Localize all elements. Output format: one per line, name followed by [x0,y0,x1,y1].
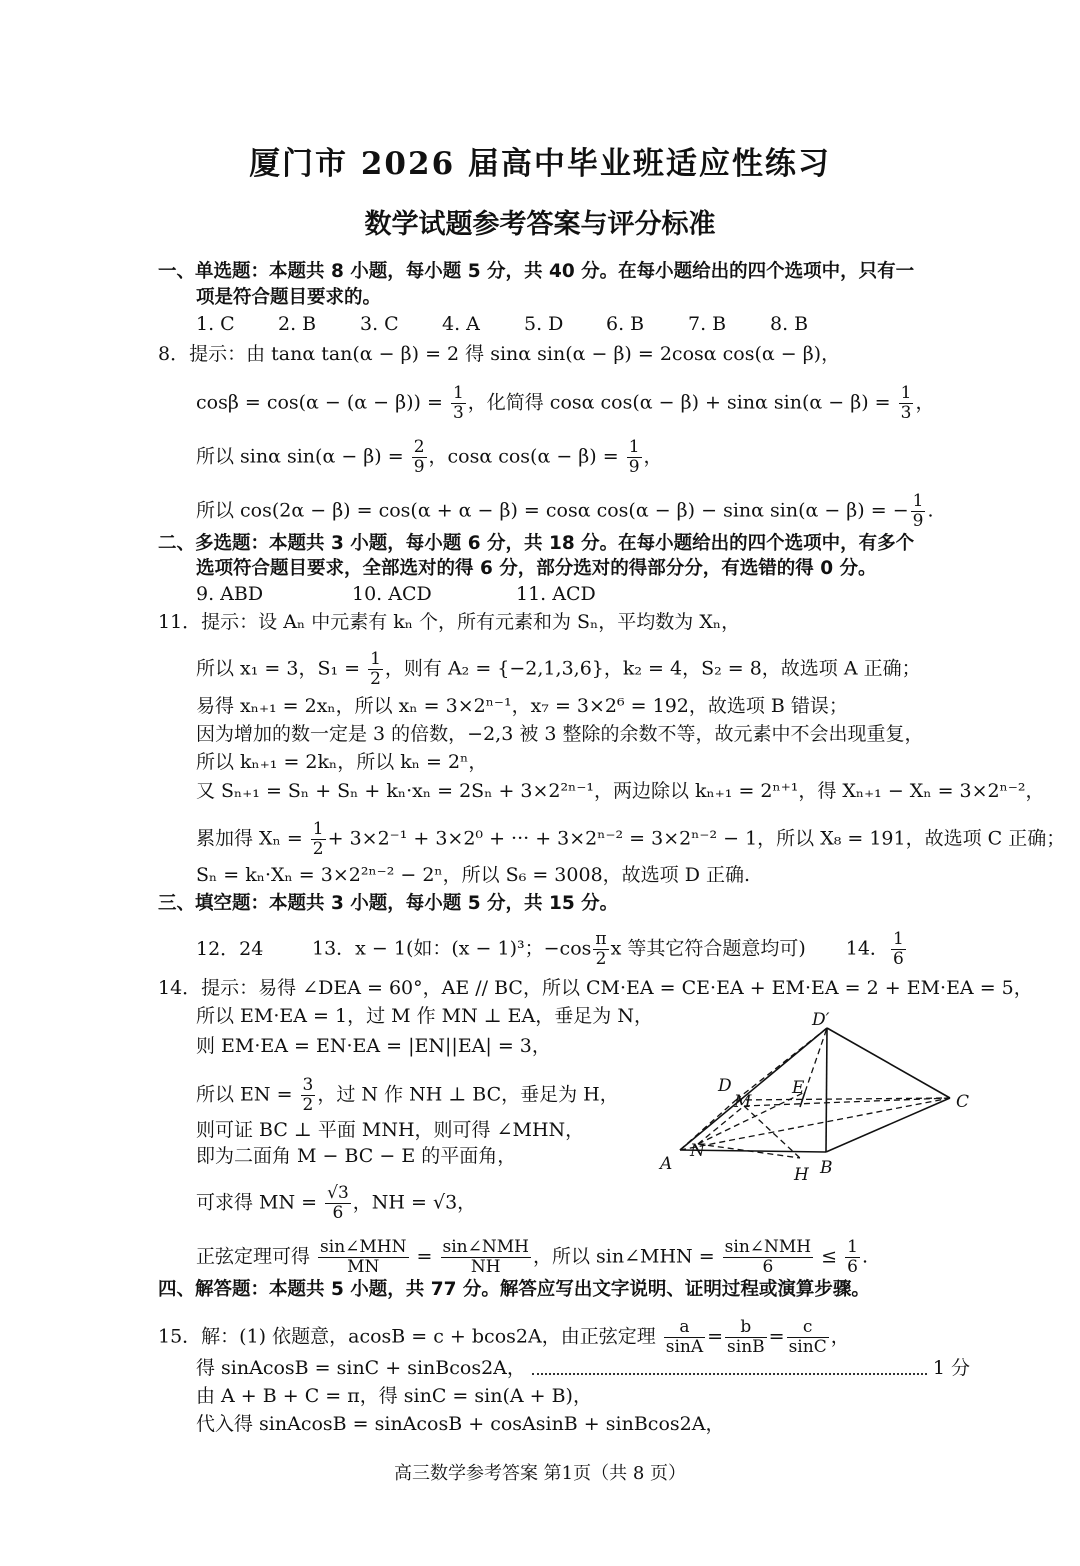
section1-answers [196,312,808,336]
fraction [891,930,906,969]
fraction [368,650,383,689]
answer-8: 8. B [770,313,809,335]
answer-13: 13．x − 1(如：(x − 1)³；−cos [312,937,592,960]
denominator: 6 [847,1257,858,1277]
fraction [723,1238,813,1277]
fraction [664,1318,705,1357]
denominator: 2 [312,839,324,859]
fraction [911,492,926,531]
numerator: c [787,1318,829,1338]
section1-heading: 一、单选题：本题共 8 小题，每小题 5 分，共 40 分。在每小题给出的四个选项中，只有一 [158,261,915,282]
denominator: 2 [595,949,607,969]
q14-text: ，NH = √3， [352,1191,477,1214]
q11-line2 [196,650,921,689]
section1-heading-cont: 项是符合题目要求的。 [196,287,382,308]
label-a: A [660,1154,673,1174]
label-b: B [820,1158,833,1178]
q14-text: 所以 EN = [196,1083,299,1106]
denominator: NH [470,1257,501,1277]
q14-text: = [410,1245,439,1268]
q11-line8: Sₙ = kₙ·Xₙ = 3×2²ⁿ⁻² − 2ⁿ，所以 S₆ = 3008，故选项 D 正确. [196,864,751,886]
q15-equals: = [768,1325,785,1348]
edge-d1-b [826,1028,827,1152]
q8-text: ，cosα cos(α − β) = [428,445,625,468]
q8-text: cosβ = cos(α − (α − β)) = [196,391,449,414]
numerator: 2 [413,437,425,457]
section4-heading: 四、解答题：本题共 5 小题，共 77 分。解答应写出文字说明、证明过程或演算步骤。 [158,1279,870,1300]
answer-9: 9. ABD [196,583,264,605]
fraction [451,384,466,423]
q11-text: ，则有 A₂ = {−2,1,3,6}，k₂ = 4，S₂ = 8，故选项 A 正确； [384,657,921,680]
fraction [318,1238,408,1277]
q14-text: 可求得 MN = [196,1191,324,1214]
score-label: 1 分 [932,1357,971,1379]
document-title: 厦门市 2026 届高中毕业班适应性练习 [249,146,831,182]
q14-text: ，过 N 作 NH ⊥ BC，垂足为 H， [317,1083,619,1106]
answer-12: 12．24 [196,937,264,960]
q15-text: 得 sinAcosB = sinC + sinBcos2A， [196,1357,526,1379]
q11-text: + 3×2⁻¹ + 3×2⁰ + ··· + 3×2ⁿ⁻² = 3×2ⁿ⁻² − 1，所以 X₈ = 191，故选项 C 正确； [327,827,1066,850]
q11-line7 [196,820,1065,859]
denominator: 9 [413,457,425,477]
fraction [412,438,427,477]
answer-7: 7. B [688,313,727,335]
q8-line1: 8．提示：由 tanα tan(α − β) = 2 得 sinα sin(α − β) = 2cosα cos(α − β)， [158,343,841,365]
edge-a-c [680,1098,950,1150]
numerator: 1 [312,819,324,839]
q11-line3: 易得 xₙ₊₁ = 2xₙ，所以 xₙ = 3×2ⁿ⁻¹，x₇ = 3×2⁶ = 192，故选项 B 错误； [196,695,848,717]
denominator: 9 [912,511,924,531]
q11-line6: 又 Sₙ₊₁ = Sₙ + Sₙ + kₙ·xₙ = 2Sₙ + 3×2²ⁿ⁻¹，两边除以 kₙ₊₁ = 2ⁿ⁺¹，得 Xₙ₊₁ − Xₙ = 3×2ⁿ⁻²， [196,780,1045,802]
numerator: 1 [628,437,640,457]
label-e: E [792,1078,805,1098]
fraction [441,1238,531,1277]
q11-line4: 因为增加的数一定是 3 的倍数，−2,3 被 3 整除的余数不等，故元素中不会出现重复， [196,723,924,745]
denominator: sinA [665,1337,704,1357]
q8-line2 [196,384,934,423]
denominator: 3 [452,403,464,423]
q14-line8 [196,1238,868,1277]
q15-line1 [158,1318,850,1357]
edge-d1-c [827,1028,950,1098]
q8-text: 所以 sinα sin(α − β) = [196,445,410,468]
label-d-prime: D′ [812,1010,830,1030]
label-h: H [794,1165,809,1185]
answer-11: 11. ACD [516,583,596,605]
denominator: 2 [370,669,381,689]
denominator: 9 [628,457,640,477]
section3-heading: 三、填空题：本题共 3 小题，每小题 5 分，共 15 分。 [158,893,619,914]
denominator: 6 [892,949,904,969]
numerator: b [725,1318,767,1338]
dot-leader [532,1373,927,1375]
q14-line1: 14．提示：易得 ∠DEA = 60°，AE // BC，所以 CM·EA = CE·EA + EM·EA = 2 + EM·EA = 5， [158,977,1033,999]
denominator: MN [347,1257,380,1277]
answer-10: 10. ACD [352,583,432,605]
numerator: sin∠NMH [724,1237,812,1257]
edge-d1-a [680,1028,827,1150]
q8-text: ， [643,445,663,468]
q14-line6: 即为二面角 M − BC − E 的平面角， [196,1145,517,1167]
fraction [301,1076,316,1115]
answer-1: 1. C [196,313,235,335]
q8-line3 [196,438,663,477]
fraction [627,438,642,477]
q8-text: ， [915,391,935,414]
section2-heading: 二、多选题：本题共 3 小题，每小题 6 分，共 18 分。在每小题给出的四个选项中，有多个 [158,533,915,554]
fraction [725,1318,767,1357]
denominator: sinB [727,1337,765,1357]
q14-line7 [196,1184,476,1223]
section2-answers [196,582,596,606]
answer-5: 5. D [524,313,564,335]
label-d: D [718,1076,732,1096]
answer-13-cont: x 等其它符合题意均可) [610,937,806,960]
q8-text: 所以 cos(2α − β) = cos(α + α − β) = cosα cos(α − β) − sinα sin(α − β) = − [196,499,909,522]
q8-text: ，化简得 cosα cos(α − β) + sinα sin(α − β) = [467,391,897,414]
q14-text: ，所以 sin∠MHN = [532,1245,721,1268]
answer-3: 3. C [360,313,399,335]
fraction [593,930,608,969]
q15-equals: = [707,1325,724,1348]
edge-b-c [826,1098,950,1152]
document-subtitle: 数学试题参考答案与评分标准 [364,209,716,240]
q15-text: 15．解：(1) 依题意，acosB = c + bcos2A，由正弦定理 [158,1325,662,1348]
numerator: π [595,929,607,949]
q15-line4: 代入得 sinAcosB = sinAcosB + cosAsinB + sinBcos2A， [196,1413,725,1435]
fraction [845,1238,860,1277]
fraction [311,820,326,859]
q8-text: . [927,499,934,522]
q14-line4 [196,1076,619,1115]
q15-text: ， [830,1325,850,1348]
numerator: 1 [452,383,464,403]
q14-line3: 则 EM·EA = EN·EA = |EN||EA| = 3， [196,1035,551,1057]
numerator: 1 [892,929,904,949]
q8-line4 [196,492,934,531]
q14-line2: 所以 EM·EA = 1，过 M 作 MN ⊥ EA，垂足为 N， [196,1005,653,1027]
pyramid-figure [650,1000,980,1190]
denominator: sinC [788,1337,827,1357]
label-c: C [956,1092,970,1112]
denominator: 2 [302,1095,314,1115]
numerator: 1 [847,1237,858,1257]
numerator: sin∠NMH [442,1237,529,1257]
q14-text: ≤ [815,1245,844,1268]
fraction [787,1318,829,1357]
denominator: 3 [900,403,912,423]
q15-line3: 由 A + B + C = π，得 sinC = sin(A + B)， [196,1385,592,1407]
numerator: a [664,1318,705,1338]
label-m: M [734,1092,752,1112]
label-n: N [690,1141,705,1161]
numerator: 3 [302,1075,314,1095]
section3-answers [196,930,908,969]
answer-6: 6. B [606,313,645,335]
q14-line5: 则可证 BC ⊥ 平面 MNH，则可得 ∠MHN， [196,1119,585,1141]
q11-text: 所以 x₁ = 3，S₁ = [196,657,367,680]
fraction [899,384,914,423]
q11-line5: 所以 kₙ₊₁ = 2kₙ，所以 kₙ = 2ⁿ， [196,751,488,773]
answer-14: 14． [845,937,889,960]
numerator: 1 [900,383,912,403]
numerator: 1 [912,491,924,511]
q14-text: 正弦定理可得 [196,1245,317,1268]
section2-heading-cont: 选项符合题目要求，全部选对的得 6 分，部分选对的得部分分，有选错的得 0 分。 [196,558,877,579]
numerator: 1 [370,649,381,669]
numerator: √3 [327,1183,349,1203]
fraction [325,1184,351,1223]
q11-line1: 11．提示：设 Aₙ 中元素有 kₙ 个，所有元素和为 Sₙ，平均数为 Xₙ， [158,611,741,633]
denominator: 6 [332,1203,344,1223]
numerator: sin∠MHN [320,1237,407,1257]
answer-2: 2. B [278,313,317,335]
q11-text: 累加得 Xₙ = [196,827,309,850]
q14-text: . [861,1245,868,1268]
answer-4: 4. A [442,313,480,335]
denominator: 6 [762,1257,774,1277]
edge-a-d [680,1100,736,1150]
page-footer: 高三数学参考答案 第1页（共 8 页） [393,1463,687,1484]
q15-line2 [196,1356,970,1380]
